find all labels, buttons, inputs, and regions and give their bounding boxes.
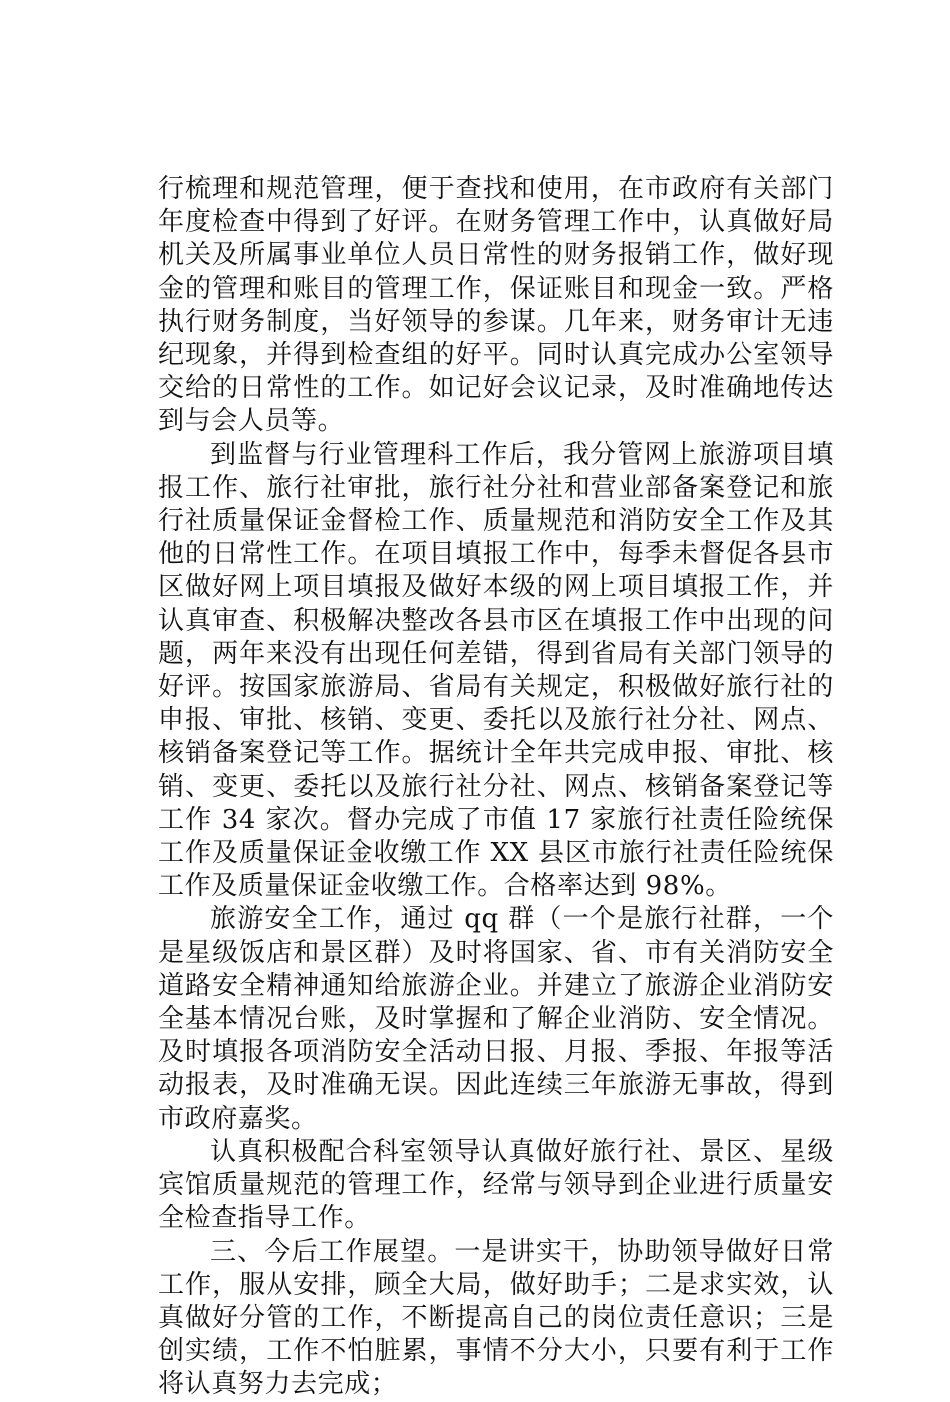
paragraph-quality-management: 认真积极配合科室领导认真做好旅行社、景区、星级宾馆质量规范的管理工作，经常与领导到企业进行质量安全检查指导工作。 bbox=[158, 1136, 834, 1234]
paragraph-continued: 行梳理和规范管理，便于查找和使用，在市政府有关部门年度检查中得到了好评。在财务管理工作中，认真做好局机关及所属事业单位人员日常性的财务报销工作，做好现金的管理和账目的管理工作，保证账目和现金一致。严格执行财务制度，当好领导的参谋。几年来，财务审计无违纪现象，并得到检查组的好平。同时认真完成办公室领导交给的日常性的工作。如记好会议记录，及时准确地传达到与会人员等。 bbox=[158, 174, 834, 437]
paragraph-tourism-safety: 旅游安全工作，通过 qq 群（一个是旅行社群，一个是星级饭店和景区群）及时将国家、省、市有关消防安全道路安全精神通知给旅游企业。并建立了旅游企业消防安全基本情况台账，及时掌握和了解企业消防、安全情况。及时填报各项消防安全活动日报、月报、季报、年报等活动报表，及时准确无误。因此连续三年旅游无事故，得到市政府嘉奖。 bbox=[158, 904, 834, 1134]
paragraph-future-outlook: 三、今后工作展望。一是讲实干，协助领导做好日常工作，服从安排，顾全大局，做好助手；二是求实效，认真做好分管的工作，不断提高自己的岗位责任意识；三是创实绩，工作不怕脏累，事情不分大小，只要有利于工作将认真努力去完成； bbox=[158, 1236, 834, 1400]
paragraph-supervision-work: 到监督与行业管理科工作后，我分管网上旅游项目填报工作、旅行社审批，旅行社分社和营业部备案登记和旅行社质量保证金督检工作、质量规范和消防安全工作及其他的日常性工作。在项目填报工作中，每季未督促各县市区做好网上项目填报及做好本级的网上项目填报工作，并认真审查、积极解决整改各县市区在填报工作中出现的问题，两年来没有出现任何差错，得到省局有关部门领导的好评。按国家旅游局、省局有关规定，积极做好旅行社的申报、审批、核销、变更、委托以及旅行社分社、网点、核销备案登记等工作。据统计全年共完成申报、审批、核销、变更、委托以及旅行社分社、网点、核销备案登记等工作 34 家次。督办完成了市值 17 家旅行社责任险统保工作及质量保证金收缴工作 XX 县区市旅行社责任险统保工作及质量保证金收缴工作。合格率达到 98%。 bbox=[158, 439, 834, 902]
document-body bbox=[158, 173, 834, 1402]
